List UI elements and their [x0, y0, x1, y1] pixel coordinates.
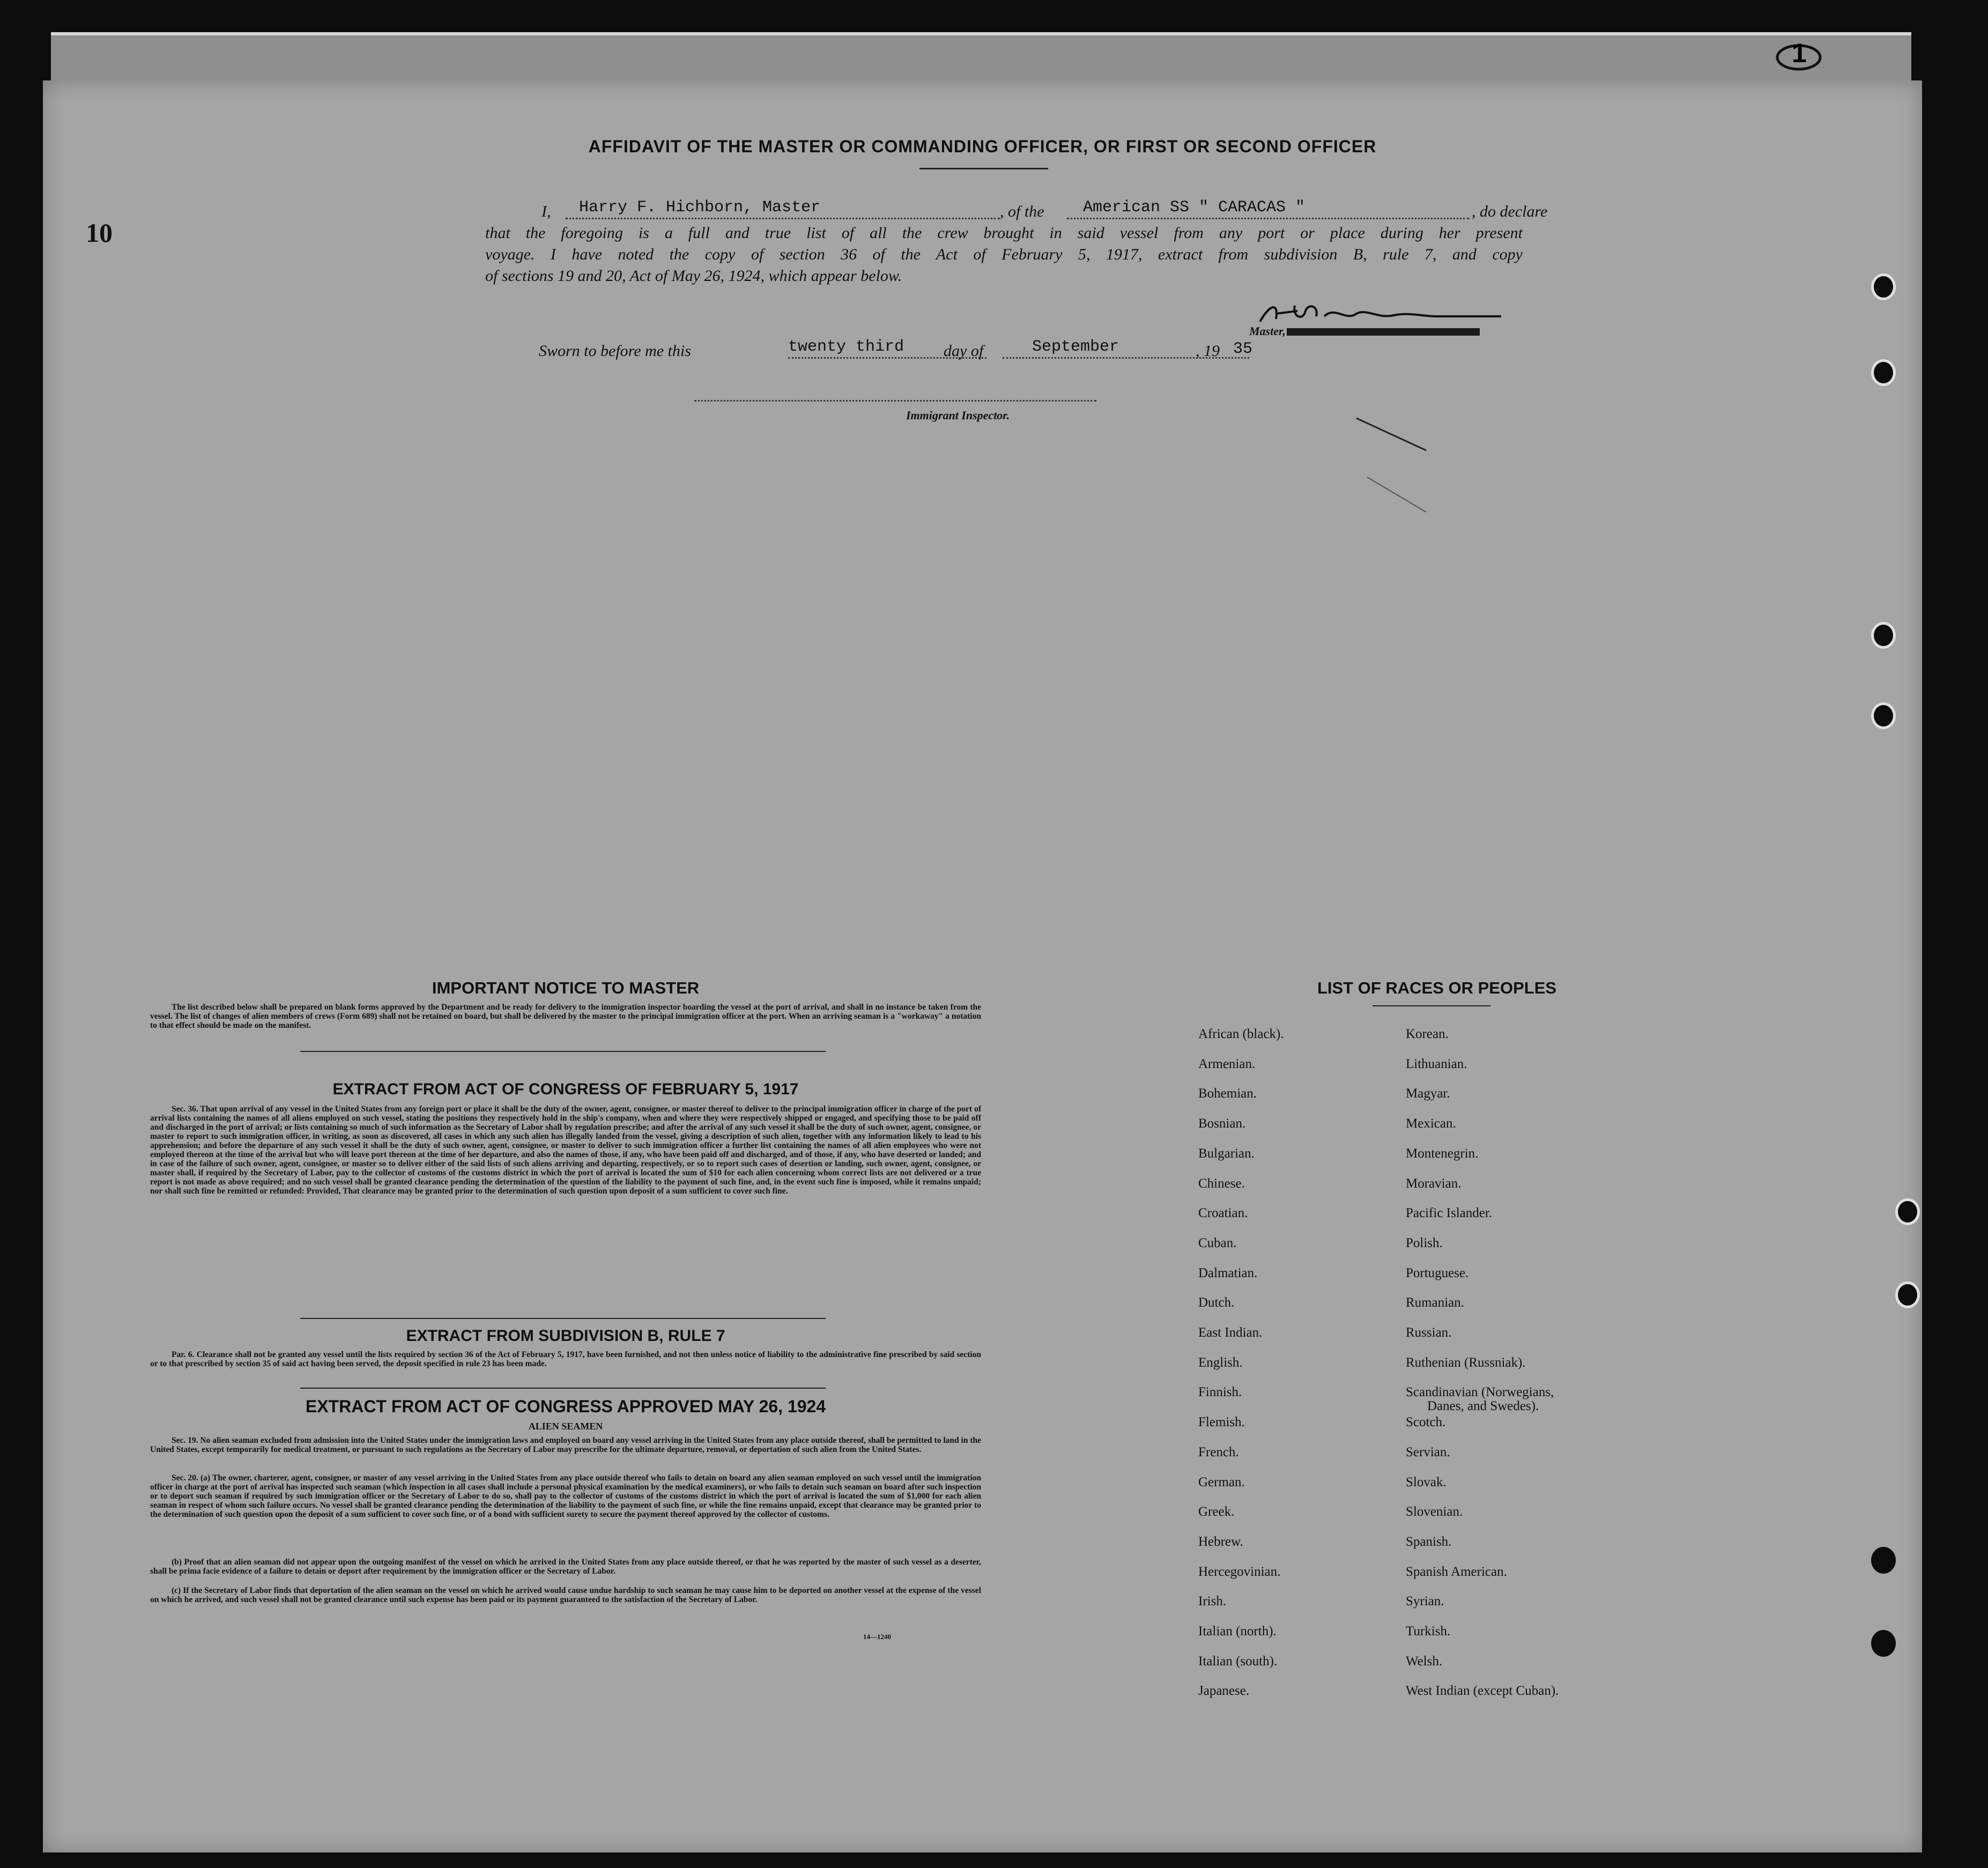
race-item: French.: [1198, 1444, 1239, 1459]
race-item: Finnish.: [1198, 1385, 1242, 1400]
affidavit-title: AFFIDAVIT OF THE MASTER OR COMMANDING OFFICER, OR FIRST OR SECOND OFFICER: [588, 137, 1377, 156]
race-item: Chinese.: [1198, 1176, 1245, 1191]
race-item: Slovak.: [1406, 1474, 1447, 1489]
of-the-label: , of the: [1000, 203, 1044, 220]
punch-hole: [1871, 702, 1896, 729]
i-label: I,: [541, 203, 551, 220]
race-item: Japanese.: [1198, 1684, 1250, 1699]
inspector-signature-line: [694, 400, 1096, 402]
race-item: Greek.: [1198, 1504, 1235, 1519]
races-title: LIST OF RACES OR PEOPLES: [1317, 979, 1557, 997]
vessel-line: [1067, 218, 1469, 219]
race-item: Bohemian.: [1198, 1086, 1257, 1101]
extract-rule7-title: EXTRACT FROM SUBDIVISION B, RULE 7: [406, 1327, 725, 1345]
punch-hole: [1871, 273, 1896, 300]
corner-number: 1: [1792, 38, 1807, 68]
master-name-line: [566, 218, 1000, 219]
manifest-page: [43, 80, 1922, 1852]
master-name-value: Harry F. Hichborn, Master: [579, 198, 821, 217]
sworn-day-value: twenty third: [788, 338, 904, 356]
margin-mark: 10: [86, 218, 113, 248]
form-number: 14—1240: [863, 1633, 891, 1641]
punch-hole: [1871, 622, 1896, 649]
races-underline: [1373, 1005, 1490, 1006]
sworn-month-value: September: [1032, 338, 1119, 356]
race-item: Magyar.: [1406, 1086, 1450, 1101]
punch-hole: [1895, 1281, 1920, 1308]
race-item: Dalmatian.: [1198, 1265, 1258, 1280]
race-item: West Indian (except Cuban).: [1406, 1684, 1559, 1699]
sec20c-body: (c) If the Secretary of Labor finds that deportation of the alien seaman on the vessel on which he arrived would cause undue hardship to such seaman he may cause him to be deported on another vessel at the expense of the vessel on which he arrived, and such vessel shall not be granted clearance until such expense has been paid or its payment guaranteed to the satisfaction of the Secretary of Labor.: [150, 1586, 981, 1604]
race-item: Flemish.: [1198, 1415, 1245, 1430]
race-item: Scotch.: [1406, 1415, 1446, 1430]
day-of-label: day of: [944, 342, 984, 360]
race-item: Irish.: [1198, 1594, 1227, 1609]
race-item: East Indian.: [1198, 1325, 1263, 1340]
race-item-continuation: Danes, and Swedes).: [1427, 1399, 1539, 1414]
race-item: Italian (north).: [1198, 1624, 1277, 1639]
race-item: Slovenian.: [1406, 1504, 1463, 1519]
extract-rule7-body: Par. 6. Clearance shall not be granted any vessel until the lists required by section 36 of the Act of February 5, 1917, have been furnished, and not then unless notice of liability to the administrative fine prescribed by said section or to that prescribed by section 35 of said act having been served, the deposit specified in rule 23 has been made.: [150, 1350, 981, 1368]
stray-pen-marks: [1351, 413, 1437, 520]
extract-1917-body: Sec. 36. That upon arrival of any vessel in the United States from any foreign port or place it shall be the duty of the owner, agent, consignee, or master thereof to deliver to the principal immigration officer in charge of the port of arrival lists containing the names of all aliens employed on such vessel, stating the positions they respectively hold in the ship's company, when and where they were respectively shipped or engaged, and specifying those to be paid off and discharged in the port of arrival; or lists containing so much of such information as the Secretary of Labor shall by regulation prescribe; and after the arrival of any such vessel it shall be the duty of such owner, agent, consignee, or master to report to such immigration officer, in writing, as soon as discovered, all cases in which any such alien has illegally landed from the vessel, giving a description of such alien, together with any information likely to lead to his apprehension; and before the departure of any such vessel it shall be the duty of such owner, agent, consignee, or master to deliver to such immigration officer a further list containing the names of all alien employees who were not employed thereon at the time of the arrival but who will leave port thereon at the time of her departure, and also the names of those, if any, who have been paid off and discharged, and of those, if any, who have deserted or landed; and in case of the failure of such owner, agent, consignee, or master so to deliver either of the said lists of such aliens arriving and departing, respectively, or so to report such cases of desertion or landing, such owner, agent, consignee, or master shall, if required by the Secretary of Labor, pay to the collector of customs of the customs district in which the port of arrival is located the sum of $10 for each alien concerning whom correct lists are not delivered or a true report is not made as above required; and no such vessel shall be granted clearance pending the determination of the question of the liability to the payment of such fine, and, in the event such fine is imposed, while it remains unpaid; nor shall such fine be remitted or refunded: Provided, That clearance may be granted prior to the determination of such question upon deposit of a sum sufficient to cover such fine.: [150, 1105, 981, 1196]
race-item: Mexican.: [1406, 1116, 1456, 1131]
race-item: Pacific Islander.: [1406, 1206, 1493, 1221]
race-item: Dutch.: [1198, 1295, 1235, 1310]
sec20b-body: (b) Proof that an alien seaman did not appear upon the outgoing manifest of the vessel on which he arrived in the United States from any place outside thereof, or that he was reported by the master of such vessel as a deserter, shall be prima facie evidence of a failure to detain or deport after requirement by the immigration officer or the Secretary of Labor.: [150, 1558, 981, 1576]
race-item: Cuban.: [1198, 1235, 1237, 1250]
sworn-label: Sworn to before me this: [539, 342, 691, 360]
extract-1924-title: EXTRACT FROM ACT OF CONGRESS APPROVED MAY 26, 1924: [305, 1397, 826, 1416]
race-item: German.: [1198, 1474, 1245, 1489]
race-item: Portuguese.: [1406, 1265, 1469, 1280]
sec19-body: Sec. 19. No alien seaman excluded from admission into the United States under the immigration laws and employed on board any vessel arriving in the United States from any place outside thereof, shall be permitted to land in the United States, except temporarily for medical treatment, or pursuant to such regulations as the Secretary of Labor may prescribe for the ultimate departure, removal, or deportation of such alien from the United States.: [150, 1436, 981, 1454]
punch-hole: [1871, 1547, 1896, 1574]
race-item: Hebrew.: [1198, 1534, 1243, 1549]
affidavit-line-2: that the foregoing is a full and true list of all the crew brought in said vessel from any port or place during her present: [485, 224, 1523, 242]
year-value: 35: [1233, 340, 1253, 358]
do-declare-label: , do declare: [1472, 203, 1548, 220]
extract-1917-title: EXTRACT FROM ACT OF CONGRESS OF FEBRUARY 5, 1917: [332, 1080, 799, 1098]
race-item: Montenegrin.: [1406, 1146, 1479, 1161]
race-item: Russian.: [1406, 1325, 1452, 1340]
alien-seamen-subtitle: ALIEN SEAMEN: [528, 1421, 603, 1432]
race-item: Korean.: [1406, 1027, 1449, 1041]
race-item: Turkish.: [1406, 1624, 1451, 1639]
race-item: Lithuanian.: [1406, 1056, 1467, 1071]
race-item: Scandinavian (Norwegians,: [1406, 1385, 1554, 1400]
race-item: English.: [1198, 1355, 1243, 1370]
race-item: Ruthenian (Russniak).: [1406, 1355, 1526, 1370]
master-signature: [1255, 300, 1507, 332]
race-item: African (black).: [1198, 1027, 1284, 1041]
race-item: Rumanian.: [1406, 1295, 1465, 1310]
race-item: Welsh.: [1406, 1654, 1443, 1669]
notice-body: The list described below shall be prepared on blank forms approved by the Department and be ready for delivery to the immigration inspector boarding the vessel at the port of arrival, and shall in no instance be taken from the vessel. The list of changes of alien members of crews (Form 689) shall not be retained on board, but shall be delivered by the master to the principal immigration officer at the port. When an arriving seaman is a "workaway" a notation to that effect should be made on the manifest.: [150, 1003, 981, 1030]
affidavit-line-4: of sections 19 and 20, Act of May 26, 1924, which appear below.: [485, 267, 902, 285]
notice-title: IMPORTANT NOTICE TO MASTER: [432, 979, 700, 997]
race-item: Moravian.: [1406, 1176, 1462, 1191]
race-item: Hercegovinian.: [1198, 1564, 1281, 1579]
race-item: Spanish American.: [1406, 1564, 1507, 1579]
punch-hole: [1871, 1630, 1896, 1657]
notice-divider: [300, 1051, 826, 1052]
race-item: Bulgarian.: [1198, 1146, 1255, 1161]
punch-hole: [1895, 1198, 1920, 1225]
year-prefix: , 19: [1196, 342, 1220, 360]
race-item: Armenian.: [1198, 1056, 1256, 1071]
race-item: Bosnian.: [1198, 1116, 1246, 1131]
struck-out-titles: [1287, 328, 1480, 336]
master-label: Master,: [1249, 324, 1286, 338]
race-item: Spanish.: [1406, 1534, 1452, 1549]
title-underline: [919, 168, 1048, 169]
vessel-value: American SS " CARACAS ": [1083, 198, 1305, 217]
race-item: Polish.: [1406, 1235, 1443, 1250]
affidavit-line-3: voyage. I have noted the copy of section 36 of the Act of February 5, 1917, extract from subdivision B, rule 7, and copy: [485, 246, 1523, 263]
inspector-label: Immigrant Inspector.: [906, 409, 1010, 422]
race-item: Italian (south).: [1198, 1654, 1278, 1669]
race-item: Syrian.: [1406, 1594, 1444, 1609]
extract-1917-divider: [300, 1318, 826, 1319]
extract-rule7-divider: [300, 1388, 826, 1389]
race-item: Servian.: [1406, 1444, 1450, 1459]
race-item: Croatian.: [1198, 1206, 1248, 1221]
sec20a-body: Sec. 20. (a) The owner, charterer, agent, consignee, or master of any vessel arriving in the United States from any place outside thereof who fails to detain on board any alien seaman employed on such vessel until the immigration officer in charge at the port of arrival has inspected such seaman (which inspection in all cases shall include a personal physical examination by the medical examiners), or who fails to detain such seaman on board after such inspection or to deport such seaman if required by such immigration officer or the Secretary of Labor to do so, shall pay to the collector of customs of the customs district in which the port of arrival is located the sum of $1,000 for each alien seaman in respect of whom such failure occurs. No vessel shall be granted clearance pending the determination of the liability to the payment of such fine, or while the fine remains unpaid, except that clearance may be granted prior to the determination of such question upon the deposit of a sum sufficient to cover such fine, or of a bond with sufficient surety to secure the payment thereof approved by the collector of customs.: [150, 1473, 981, 1519]
punch-hole: [1871, 359, 1896, 386]
